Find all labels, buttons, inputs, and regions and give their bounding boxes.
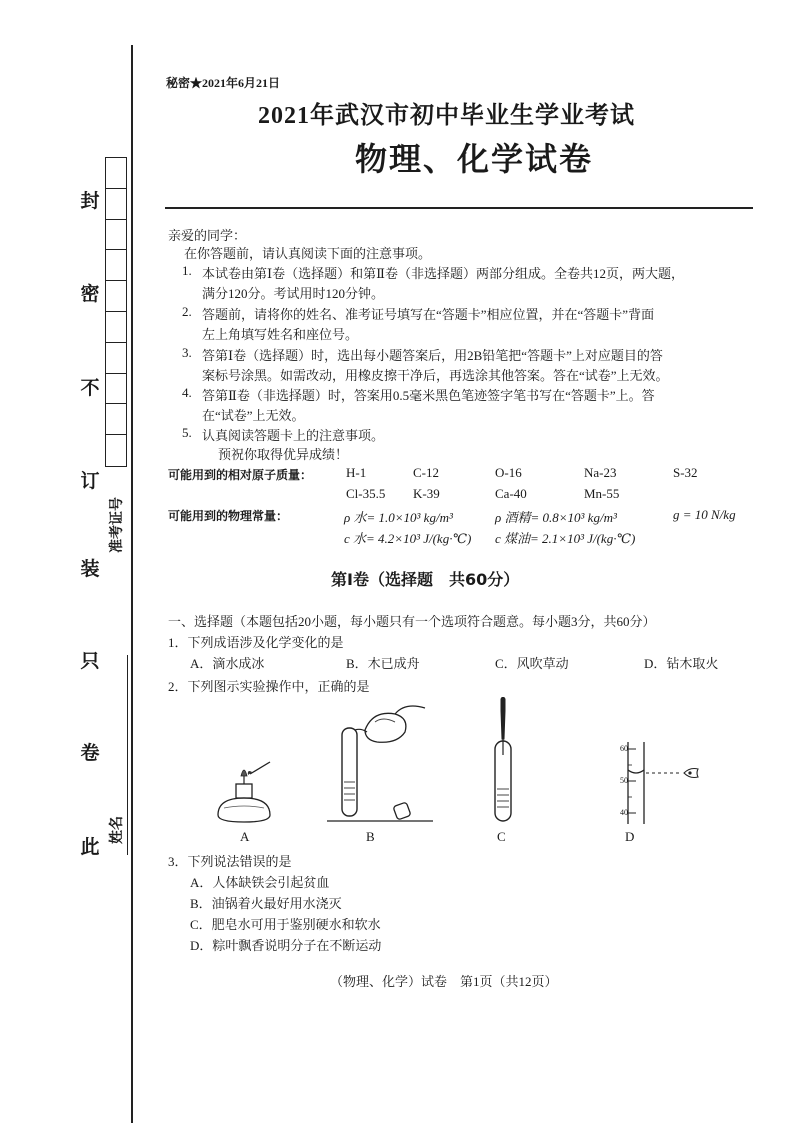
margin-char-3: 不 xyxy=(80,378,100,399)
q1-option-c: C．风吹草动 xyxy=(495,656,569,671)
rho-alcohol: ρ 酒精= 0.8×10³ kg/m³ xyxy=(495,510,617,525)
notice-1-line-2: 满分120分。考试用时120分钟。 xyxy=(202,286,385,301)
greeting: 亲爱的同学： xyxy=(168,228,247,243)
notice-5-line-1: 认真阅读答题卡上的注意事项。 xyxy=(202,428,385,443)
atomic-cl: Cl-35.5 xyxy=(346,486,386,501)
atomic-s: S-32 xyxy=(673,465,698,480)
physics-constants-label: 可能用到的物理常量： xyxy=(168,509,289,523)
atomic-ca: Ca-40 xyxy=(495,486,527,501)
q1-option-a: A．滴水成冰 xyxy=(190,656,265,671)
q1-stem: 1．下列成语涉及化学变化的是 xyxy=(168,635,344,650)
notice-3-line-2: 案标号涂黑。如需改动，用橡皮擦干净后，再选涂其他答案。答在“试卷”上无效。 xyxy=(202,368,669,383)
q1-option-b: B．木已成舟 xyxy=(346,656,420,671)
page-footer: （物理、化学）试卷 第1页（共12页） xyxy=(330,974,558,989)
notice-4-num: 4. xyxy=(182,385,192,400)
atomic-h: H-1 xyxy=(346,465,367,480)
exam-id-label: 准考证号 xyxy=(110,497,125,553)
margin-char-8: 此 xyxy=(80,837,100,858)
q2-stem: 2．下列图示实验操作中，正确的是 xyxy=(168,679,370,694)
c-water: c 水= 4.2×10³ J/(kg·℃) xyxy=(344,531,472,546)
g-value: g = 10 N/kg xyxy=(673,507,736,522)
q3-stem: 3．下列说法错误的是 xyxy=(168,854,292,869)
notice-4-line-1: 答第Ⅱ卷（非选择题）时，答案用0.5毫米黑色笔迹签字笔书写在“答题卡”上。答 xyxy=(202,388,655,403)
cylinder-tick-40: 40 xyxy=(620,808,628,817)
section-instruction: 一、选择题（本题包括20小题，每小题只有一个选项符合题意。每小题3分，共60分） xyxy=(168,614,656,629)
name-label: 姓名 xyxy=(110,816,125,844)
notice-2-line-2: 左上角填写姓名和座位号。 xyxy=(202,327,359,342)
notice-1-line-1: 本试卷由第Ⅰ卷（选择题）和第Ⅱ卷（非选择题）两部分组成。全卷共12页，两大题， xyxy=(202,266,684,281)
margin-char-1: 封 xyxy=(80,191,100,212)
margin-char-5: 装 xyxy=(80,559,100,580)
header-rule xyxy=(165,207,753,209)
exam-title: 2021年武汉市初中毕业生学业考试 xyxy=(258,103,635,129)
atomic-o: O-16 xyxy=(495,465,522,480)
q2-figure-label-a: A xyxy=(240,829,250,844)
margin-char-2: 密 xyxy=(80,284,100,305)
exam-id-grid[interactable] xyxy=(105,157,127,467)
atomic-mass-label: 可能用到的相对原子质量： xyxy=(168,468,313,482)
notice-3-num: 3. xyxy=(182,345,192,360)
margin-char-7: 卷 xyxy=(80,743,100,764)
notice-2-num: 2. xyxy=(182,304,192,319)
margin-char-6: 只 xyxy=(80,651,100,672)
rho-water: ρ 水= 1.0×10³ kg/m³ xyxy=(344,510,453,525)
notice-3-line-1: 答第Ⅰ卷（选择题）时，选出每小题答案后，用2B铅笔把“答题卡”上对应题目的答 xyxy=(202,348,663,363)
atomic-na: Na-23 xyxy=(584,465,617,480)
q1-option-d: D．钻木取火 xyxy=(644,656,719,671)
binding-line xyxy=(131,45,133,1123)
q2-figure-label-c: C xyxy=(497,829,506,844)
alcohol-lamp-figure xyxy=(210,760,280,825)
atomic-mn: Mn-55 xyxy=(584,486,620,501)
margin-char-4: 订 xyxy=(80,471,100,492)
q3-option-c: C．肥皂水可用于鉴别硬水和软水 xyxy=(190,917,381,932)
q2-figure-label-d: D xyxy=(625,829,635,844)
q3-option-a: A．人体缺铁会引起贫血 xyxy=(190,875,330,890)
q3-option-d: D．粽叶飘香说明分子在不断运动 xyxy=(190,938,382,953)
paper-title: 物理、化学试卷 xyxy=(355,141,594,177)
atomic-c: C-12 xyxy=(413,465,439,480)
notice-wish: 预祝你取得优异成绩！ xyxy=(218,447,349,462)
c-kerosene: c 煤油= 2.1×10³ J/(kg·℃) xyxy=(495,531,636,546)
name-write-line[interactable] xyxy=(127,655,128,855)
notice-5-num: 5. xyxy=(182,425,192,440)
cylinder-tick-60: 60 xyxy=(620,744,628,753)
notice-intro: 在你答题前，请认真阅读下面的注意事项。 xyxy=(184,246,432,261)
notice-2-line-1: 答题前，请将你的姓名、准考证号填写在“答题卡”相应位置，并在“答题卡”背面 xyxy=(202,307,655,322)
cylinder-tick-50: 50 xyxy=(620,776,628,785)
q3-option-b: B．油锅着火最好用水浇灭 xyxy=(190,896,342,911)
notice-1-num: 1. xyxy=(182,263,192,278)
pouring-test-tube-figure xyxy=(325,700,435,825)
notice-4-line-2: 在“试卷”上无效。 xyxy=(202,408,305,423)
dropper-test-tube-figure xyxy=(488,697,518,825)
graduated-cylinder-figure xyxy=(618,740,708,825)
secret-date: 秘密★2021年6月21日 xyxy=(166,76,281,90)
section-title: 第Ⅰ卷（选择题 共60分） xyxy=(331,570,520,589)
atomic-k: K-39 xyxy=(413,486,440,501)
q2-figure-label-b: B xyxy=(366,829,375,844)
